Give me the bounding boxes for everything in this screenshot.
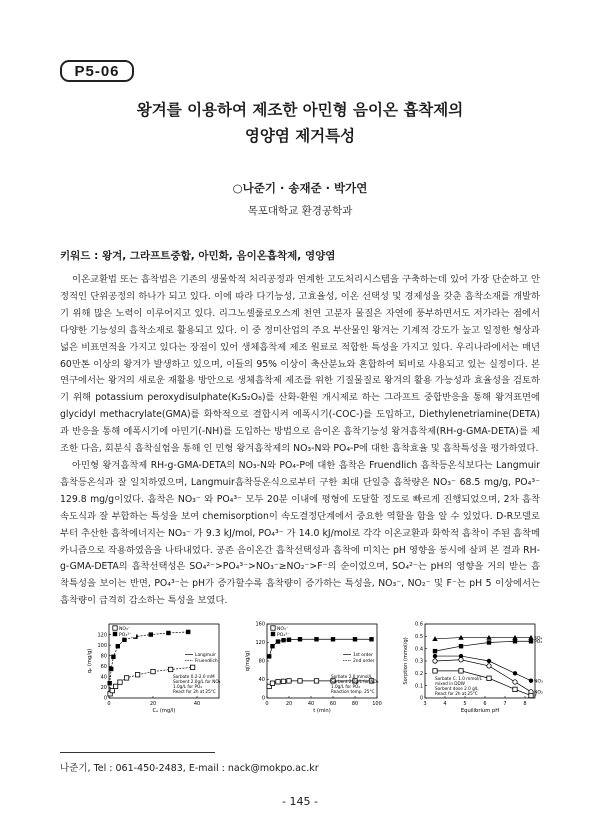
series-label: SO₄ (534, 636, 543, 642)
fit-legend-label: 2nd order (353, 658, 375, 664)
y-tick-label: 120 (97, 632, 107, 639)
x-tick-label: 3 (423, 701, 427, 707)
data-point (433, 649, 437, 653)
data-point (487, 676, 491, 680)
data-point (433, 654, 437, 658)
x-axis-label: Equilibrium pH (460, 708, 500, 714)
fit-legend-label: 1st order (353, 652, 373, 658)
y-tick-label: 0.4 (415, 646, 423, 653)
ph-effect-chart (401, 620, 541, 719)
data-point (111, 655, 115, 659)
x-tick-label: 20 (149, 701, 157, 707)
y-axis-label: qₑ (mg/g) (87, 648, 93, 674)
footnote-rule (60, 752, 215, 753)
keywords: 키워드 : 왕겨, 그라프트중합, 아민화, 음이온흡착제, 영양염 (60, 250, 336, 262)
data-point (186, 630, 190, 634)
legend-marker (113, 626, 117, 630)
chart-annotation: mixed in DDW (435, 681, 465, 686)
y-tick-label: 120 (255, 640, 265, 647)
y-tick-label: 0 (419, 695, 423, 702)
x-axis-label: t (min) (313, 708, 331, 714)
paper-title-line1: 왕겨를 이용하여 제조한 아민형 음이온 흡착제의 (136, 101, 464, 119)
series-label: NO₂ (534, 690, 543, 696)
y-tick-label: 100 (97, 642, 107, 649)
data-point (149, 632, 153, 636)
x-tick-label: 6 (483, 701, 487, 707)
data-point (270, 644, 274, 648)
data-point (298, 679, 302, 683)
page-number: - 145 - (282, 795, 318, 808)
data-point (166, 631, 170, 635)
data-point (116, 644, 120, 648)
data-point (276, 680, 280, 684)
data-point (110, 688, 114, 692)
data-point (331, 637, 335, 641)
data-point (281, 638, 285, 642)
session-badge: P5-06 (60, 60, 134, 82)
chart-annotation: Sorbate 0.2-2.0 mM (173, 674, 215, 679)
data-point (107, 681, 111, 685)
y-axis-label: q(mg/g) (245, 650, 251, 672)
x-axis-label: Cₑ (mg/l) (152, 708, 176, 714)
y-tick-label: 0.5 (415, 634, 423, 641)
figure-row (85, 620, 543, 715)
y-tick-label: 0.6 (415, 621, 423, 628)
y-tick-label: 0 (103, 695, 107, 702)
fit-legend-label: Fruendlich (195, 658, 218, 664)
y-tick-label: 60 (100, 663, 107, 670)
legend-label: PO₄³⁻ (277, 632, 290, 638)
legend-marker (113, 632, 117, 636)
data-point (513, 680, 517, 684)
data-point (513, 687, 517, 691)
legend-label: NO₃⁻ (119, 626, 131, 632)
y-tick-label: 0 (261, 695, 265, 702)
data-point (135, 673, 139, 677)
data-point (529, 693, 533, 697)
kinetics-chart-svg (243, 620, 383, 715)
series-label: PO₄ (534, 640, 543, 646)
chart-annotation: Sorbent dose 2.0 g/L (435, 686, 479, 691)
y-tick-label: 0.3 (415, 658, 423, 665)
legend-label: NO₃⁻ (277, 626, 289, 632)
data-point (459, 644, 463, 648)
chart-annotation: 1.0g/L for PO₄ (331, 684, 360, 689)
footnote-contact: 나준기, Tel : 061-450-2483, E-mail : nack@mokpo.ac.kr (60, 763, 319, 774)
chart-annotation: Sorbate 2.0 mmol/L (331, 674, 373, 679)
chart-annotation: Sorbent 2.0g/L for NO₃ (331, 679, 379, 684)
x-tick-label: 40 (193, 701, 201, 707)
abstract-body (60, 272, 540, 610)
chart-annotation: Sorbent 2.0g/L for NO₃ (173, 679, 221, 684)
chart-annotation: React for 2h at 25°C (173, 689, 216, 694)
data-point (113, 684, 117, 688)
y-tick-label: 160 (255, 621, 265, 628)
x-tick-label: 100 (372, 701, 382, 707)
x-tick-label: 5 (463, 701, 467, 707)
data-point (109, 667, 113, 671)
legend-label: PO₄³⁻ (119, 632, 132, 638)
data-point (459, 669, 463, 673)
data-point (487, 640, 491, 644)
data-point (314, 637, 318, 641)
x-tick-label: 80 (351, 701, 359, 707)
ph-effect-chart-svg (401, 620, 541, 715)
x-tick-label: 7 (503, 701, 507, 707)
data-point (513, 671, 517, 675)
data-point (270, 681, 274, 685)
x-tick-label: 8 (523, 701, 527, 707)
isotherm-chart (85, 620, 225, 719)
data-point (124, 676, 128, 680)
data-point (122, 638, 126, 642)
y-tick-label: 40 (100, 674, 107, 681)
chart-annotation: Sorbate C. 1.0 mmol/L (435, 676, 482, 681)
data-point (487, 664, 491, 668)
chart-annotation: Reaction temp. 25°C (331, 689, 375, 694)
data-point (276, 639, 280, 643)
chart-annotation: 1.0g/L for PO₄ (173, 684, 202, 689)
data-point (487, 659, 491, 663)
x-tick-label: 60 (329, 701, 337, 707)
x-tick-label: 0 (107, 701, 111, 707)
x-tick-label: 40 (307, 701, 315, 707)
chart-annotation: React for 2h at 25°C (435, 691, 478, 696)
data-point (281, 679, 285, 683)
data-point (168, 667, 172, 671)
data-point (353, 637, 357, 641)
x-tick-label: 0 (265, 701, 269, 707)
y-tick-label: 20 (100, 685, 107, 692)
affiliation: 목포대학교 환경공학과 (247, 205, 353, 217)
x-tick-label: 20 (285, 701, 293, 707)
data-point (529, 639, 533, 643)
y-tick-label: 80 (100, 653, 107, 660)
data-point (314, 679, 318, 683)
abstract-paragraph: 아민형 왕겨흡착제 RH-g-GMA-DETA의 NO₃-N와 PO₄-P에 대한 흡착은 Fruendlich 흡착등온식보다는 Langmuir 흡착등온식과 잘 일치하였으며, Langmuir흡착등온식으로부터 구한 최대 단일층 흡착량은 NO₃⁻ 68.5 mg/g, PO₄³⁻ 129.8 mg/g이었다. 흡착은 NO₃⁻ 와 PO₄³⁻ 모두 20분 이내에 평형에 도달할 정도로 빠르게 진행되었으며, 2차 흡착속도식과 잘 부합하는 특성을 보여 chemisorption이 속도결정단계에서 중요한 역할을 함을 알 수 있었다. D-R모델로부터 추산한 흡착에너지는 NO₃⁻ 가 9.3 kJ/mol, PO₄³⁻ 가 14.0 kJ/mol로 각각 이온교환과 화학적 흡착이 주된 흡착메카니즘으로 작용하였음을 나타내었다. 공존 음이온간 흡착선택성과 흡착에 미치는 pH 영향을 동시에 살펴 본 결과 RH-g-GMA-DETA의 흡착선택성은 SO₄²⁻>PO₄³⁻>NO₃⁻≥NO₂⁻>F⁻의 순이었으며, SO₄²⁻는 pH의 영향을 거의 받는 흡착특성을 보이는 반면, PO₄³⁻는 pH가 증가할수록 흡착량이 증가하는 특성을, NO₃⁻, NO₂⁻ 및 F⁻는 pH 5 이상에서는 흡착량이 급격히 감소하는 특성을 보였다. (60, 459, 540, 607)
y-axis-label: Sorption (mmol/g) (403, 637, 409, 685)
data-point (529, 679, 533, 683)
data-point (433, 659, 437, 663)
x-tick-label: 4 (443, 701, 447, 707)
isotherm-chart-svg (85, 620, 225, 715)
y-tick-label: 0.2 (415, 671, 423, 678)
data-point (287, 638, 291, 642)
y-tick-label: 0.1 (415, 683, 423, 690)
data-point (267, 654, 271, 658)
data-point (513, 639, 517, 643)
data-point (369, 637, 373, 641)
series-label: F (534, 694, 537, 700)
data-point (118, 680, 122, 684)
data-point (151, 669, 155, 673)
author-list: ○나준기 · 송재준 · 박가연 (232, 181, 368, 195)
data-point (433, 669, 437, 673)
kinetics-chart (243, 620, 383, 719)
legend-marker (271, 632, 275, 636)
data-point (298, 637, 302, 641)
y-tick-label: 80 (258, 658, 265, 665)
data-point (287, 679, 291, 683)
y-tick-label: 40 (258, 677, 265, 684)
series-label: NO₃ (534, 679, 543, 685)
legend-marker (271, 626, 275, 630)
abstract-paragraph: 이온교환법 또는 흡착법은 기존의 생물학적 처리공정과 연계한 고도처리시스템을 구축하는데 있어 가장 단순하고 안정적인 단위공정의 하나가 되고 있다. 이에 따라 다기능성, 고효율성, 이온 선택성 및 경제성을 갖춘 흡착소재를 개발하기 위해 많은 노력이 이루어지고 있다. 리그노셀룰로오스계 천연 고분자 물질은 자연에 풍부하면서도 저가라는 점에서 다양한 기능성의 흡착소재로 활용되고 있다. 이 중 정미산업의 주요 부산물인 왕겨는 기계적 강도가 높고 일정한 형상과 넓은 비표면적을 가지고 있다는 장점이 있어 생체흡착제 제조 원료로 적합한 특성을 가지고 있다. 우리나라에서는 매년 60만톤 이상의 왕겨가 발생하고 있으며, 이들의 95% 이상이 축산분뇨와 혼합하여 퇴비로 사용되고 있는 실정이다. 본 연구에서는 왕겨의 새로운 재활용 방안으로 생체흡착제 제조를 위한 기질물질로 왕겨의 활용 가능성과 효율성을 검토하기 위해 potassium peroxydisulphate(K₂S₂O₈)를 산화-환원 개시제로 하는 그라프트 중합반응을 통해 왕겨표면에 glycidyl methacrylate(GMA)를 화학적으로 결합시켜 에폭시기(-COC-)를 도입하고, Diethylenetriamine(DETA)과 반응을 통해 에폭시기에 아민기(-NH)를 도입하는 방법으로 음이온 흡착기능성 왕겨흡착제(RH-g-GMA-DETA)를 제조한 다음, 회분식 흡착실험을 통해 인 민형 왕겨흡착제의 NO₃-N와 PO₄-P에 대한 흡착효율 및 흡착특성을 평가하였다. (60, 274, 540, 455)
data-point (190, 665, 194, 669)
fit-legend-label: Langmuir (195, 652, 216, 658)
paper-title-line2: 영양염 제거특성 (244, 127, 356, 145)
data-point (459, 658, 463, 662)
